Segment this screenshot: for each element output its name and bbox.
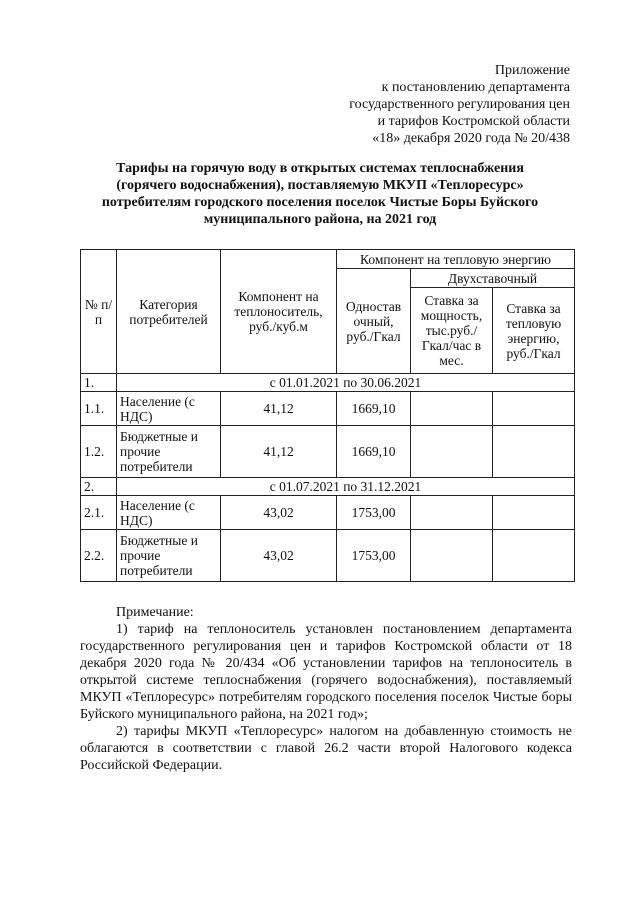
row-carrier-value: 43,02 [221,530,337,582]
tariff-table [80,249,575,582]
period-num: 1. [81,374,117,392]
row-carrier-value: 43,02 [221,496,337,530]
header-category: Категория потребителей [117,250,221,374]
row-category: Бюджетные и прочие потребители [117,426,221,478]
period-num: 2. [81,478,117,496]
header-two-rate: Двухставочный [411,269,575,288]
row-single-rate-value: 1669,10 [337,392,411,426]
row-single-rate-value: 1669,10 [337,426,411,478]
annex-line-2: к постановлению департамента [381,80,570,95]
period-label: с 01.07.2021 по 31.12.2021 [117,478,575,496]
header-energy-rate: Ставка за тепловую энергию, руб./Гкал [493,288,575,374]
annex-line-5: «18» декабря 2020 года № 20/438 [372,131,570,146]
row-capacity-empty [411,530,493,582]
header-capacity-rate: Ставка за мощность, тыс.руб./ Гкал/час в мес. [411,288,493,374]
row-capacity-empty [411,496,493,530]
header-carrier: Компонент на теплоноситель, руб./куб.м [221,250,337,374]
period-label: с 01.01.2021 по 30.06.2021 [117,374,575,392]
row-num: 2.2. [81,530,117,582]
row-num: 1.2. [81,426,117,478]
row-single-rate-value: 1753,00 [337,530,411,582]
title-line-2: (горячего водоснабжения), поставляемую МКУП «Теплоресурс» [116,178,524,193]
annex-block [349,62,570,147]
notes-section [80,604,572,774]
row-category: Бюджетные и прочие потребители [117,530,221,582]
annex-line-1: Приложение [494,63,570,78]
row-carrier-value: 41,12 [221,392,337,426]
title-line-3: потребителям городского поселения поселок Чистые Боры Буйского [101,195,539,210]
row-energy-empty [493,392,575,426]
annex-line-3: государственного регулирования цен [349,97,570,112]
header-single-rate: Одностав очный, руб./Гкал [337,269,411,374]
row-num: 1.1. [81,392,117,426]
row-capacity-empty [411,392,493,426]
row-single-rate-value: 1753,00 [337,496,411,530]
header-energy: Компонент на тепловую энергию [337,250,575,269]
row-category: Население (с НДС) [117,392,221,426]
table-row [81,426,575,478]
row-energy-empty [493,496,575,530]
period-row [81,374,575,392]
table-row [81,496,575,530]
row-carrier-value: 41,12 [221,426,337,478]
row-capacity-empty [411,426,493,478]
header-num: № п/п [81,250,117,374]
notes-heading: Примечание: [116,605,194,620]
row-energy-empty [493,426,575,478]
title-line-4: муниципального района, на 2021 год [203,212,437,227]
note-item-2: 2) тарифы МКУП «Теплоресурс» налогом на добавленную стоимость не облагаются в соответствии с главой 26.2 части второй Налогового кодекса Российской Федерации. [80,724,572,773]
annex-line-4: и тарифов Костромской области [377,114,570,129]
note-item-1: 1) тариф на теплоноситель установлен постановлением департамента государственного регулирования цен и тарифов Костромской области от 18 декабря 2020 года № 20/434 «Об установлении тарифов на теплоноситель в открытой системе теплоснабжения (горячего водоснабжения), поставляемый МКУП «Теплоресурс» потребителям городского поселения поселок Чистые боры Буйского муниципального района, на 2021 год»; [80,622,572,722]
table-row [81,392,575,426]
row-category: Население (с НДС) [117,496,221,530]
title-line-1: Тарифы на горячую воду в открытых системах теплоснабжения [116,161,524,176]
period-row [81,478,575,496]
row-num: 2.1. [81,496,117,530]
table-row [81,530,575,582]
row-energy-empty [493,530,575,582]
document-title [70,160,570,228]
